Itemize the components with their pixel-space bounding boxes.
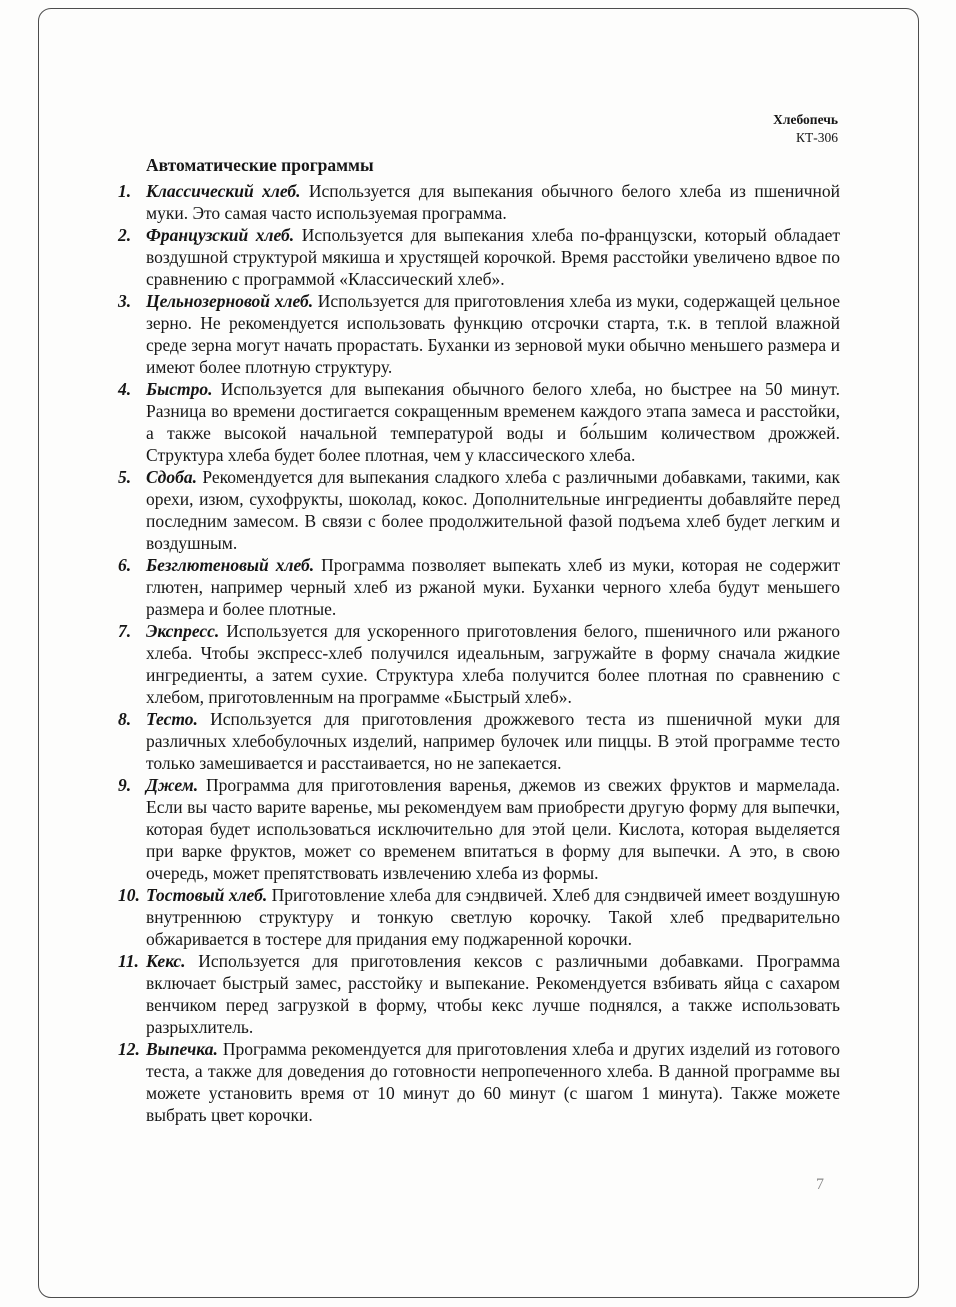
item-text <box>146 224 840 290</box>
item-number: 11. <box>118 951 139 971</box>
program-name: Классический хлеб. <box>146 181 301 201</box>
item-text <box>146 708 840 774</box>
program-description: Используется для выпекания обычного белого хлеба, но быстрее на 50 минут. Разница во времени достигается сокращенным временем каждого этапа замеса и расстойки, а также высокой начальной температурой воды и бо́льшим количеством дрожжей. Структура хлеба будет более плотная, чем у классического хлеба. <box>146 379 840 465</box>
section-title: Автоматические программы <box>146 155 374 175</box>
item-number: 8. <box>118 709 132 729</box>
item-text <box>146 554 840 620</box>
item-number: 5. <box>118 467 132 487</box>
program-description: Программа рекомендуется для приготовления хлеба и других изделий из готового теста, а также для доведения до готовности непропеченного хлеба. В данной программе вы можете установить время от 10 минут до 60 минут (с шагом 1 минута). Также можете выбрать цвет корочки. <box>146 1039 841 1125</box>
item-text <box>146 774 840 884</box>
list-item <box>118 950 840 1038</box>
item-number: 10. <box>118 885 140 905</box>
list-item <box>118 708 840 774</box>
item-number: 2. <box>118 225 132 245</box>
item-number: 3. <box>118 291 132 311</box>
document-header <box>118 111 838 146</box>
item-text <box>146 1038 840 1126</box>
item-number: 7. <box>118 621 132 641</box>
item-text <box>146 180 840 224</box>
list-item <box>118 224 840 290</box>
item-text <box>146 620 840 708</box>
list-item <box>118 290 840 378</box>
list-item <box>118 620 840 708</box>
program-name: Выпечка. <box>146 1039 218 1059</box>
header-model: КТ-306 <box>796 129 838 145</box>
item-text <box>146 290 840 378</box>
program-description: Программа для приготовления варенья, джемов из свежих фруктов и мармелада. Если вы часто варите варенье, мы рекомендуем вам приобрести другую форму для выпечки, которая будет использоваться исключительно для этой цели. Кислота, которая выделяется при варке фруктов, может со временем впитаться в форму для выпечки. А это, в свою очередь, может препятствовать извлечению хлеба из формы. <box>146 775 840 883</box>
program-description: Используется для выпекания хлеба по-французски, который обладает воздушной структурой мякиша и хрустящей корочкой. Время расстойки увеличено вдвое по сравнению с программой «Классический хлеб». <box>146 225 840 289</box>
program-description: Используется для выпекания обычного белого хлеба из пшеничной муки. Это самая часто используемая программа. <box>146 181 840 223</box>
program-description: Приготовление хлеба для сэндвичей. Хлеб для сэндвичей имеет воздушную внутреннюю структуру и тонкую светлую корочку. Такой хлеб предварительно обжаривается в тостере для придания ему поджаренной корочки. <box>146 885 840 949</box>
program-name: Сдоба. <box>146 467 197 487</box>
list-item <box>118 466 840 554</box>
program-description: Используется для приготовления дрожжевого теста из пшеничной муки для различных хлебобулочных изделий, например булочек или пиццы. В этой программе тесто только замешивается и расстаивается, но не запекается. <box>146 709 840 773</box>
item-text <box>146 884 840 950</box>
program-name: Безглютеновый хлеб. <box>146 555 315 575</box>
item-text <box>146 950 840 1038</box>
program-description: Используется для приготовления хлеба из муки, содержащей цельное зерно. Не рекомендуется использовать функцию отсрочки старта, т.к. в теплой влажной среде зерна могут начать прорастать. Буханки из зерновой муки обычно меньшего размера и имеют более плотную структуру. <box>146 291 840 377</box>
item-number: 12. <box>118 1039 140 1059</box>
item-number: 6. <box>118 555 132 575</box>
program-name: Джем. <box>146 775 199 795</box>
page-number: 7 <box>816 1176 824 1193</box>
list-item <box>118 884 840 950</box>
program-description: Рекомендуется для выпекания сладкого хлеба с различными добавками, такими, как орехи, изюм, сухофрукты, шоколад, кокос. Дополнительные ингредиенты добавляйте перед последним замесом. В связи с более продолжительной фазой подъема хлеб будет легким и воздушным. <box>146 467 840 553</box>
program-name: Кекс. <box>146 951 186 971</box>
program-name: Экспресс. <box>146 621 220 641</box>
item-text <box>146 378 840 466</box>
item-number: 4. <box>118 379 132 399</box>
list-item <box>118 554 840 620</box>
program-name: Тостовый хлеб. <box>146 885 268 905</box>
program-description: Программа позволяет выпекать хлеб из муки, которая не содержит глютен, например черный хлеб из ржаной муки. Буханки черного хлеба будут меньшего размера и более плотные. <box>146 555 841 619</box>
program-description: Используется для приготовления кексов с различными добавками. Программа включает быстрый замес, расстойку и выпекание. Рекомендуется взбивать яйца с сахаром венчиком перед загрузкой в форму, чтобы кекс лучше поднялся, а также использовать разрыхлитель. <box>146 951 841 1037</box>
item-text <box>146 466 840 554</box>
programs-section <box>118 154 840 1126</box>
program-name: Тесто. <box>146 709 198 729</box>
list-item <box>118 180 840 224</box>
program-name: Цельнозерновой хлеб. <box>146 291 314 311</box>
list-item <box>118 378 840 466</box>
header-brand: Хлебопечь <box>773 112 838 127</box>
program-name: Французский хлеб. <box>146 225 295 245</box>
list-item <box>118 1038 840 1126</box>
program-description: Используется для ускоренного приготовления белого, пшеничного или ржаного хлеба. Чтобы экспресс-хлеб получился идеальным, загружайте в форму сначала жидкие ингредиенты, а затем сухие. Структура хлеба получится более плотная по сравнению с хлебом, приготовленным на программе «Быстрый хлеб». <box>146 621 840 707</box>
list-item <box>118 774 840 884</box>
item-number: 9. <box>118 775 132 795</box>
item-number: 1. <box>118 181 132 201</box>
program-name: Быстро. <box>146 379 213 399</box>
